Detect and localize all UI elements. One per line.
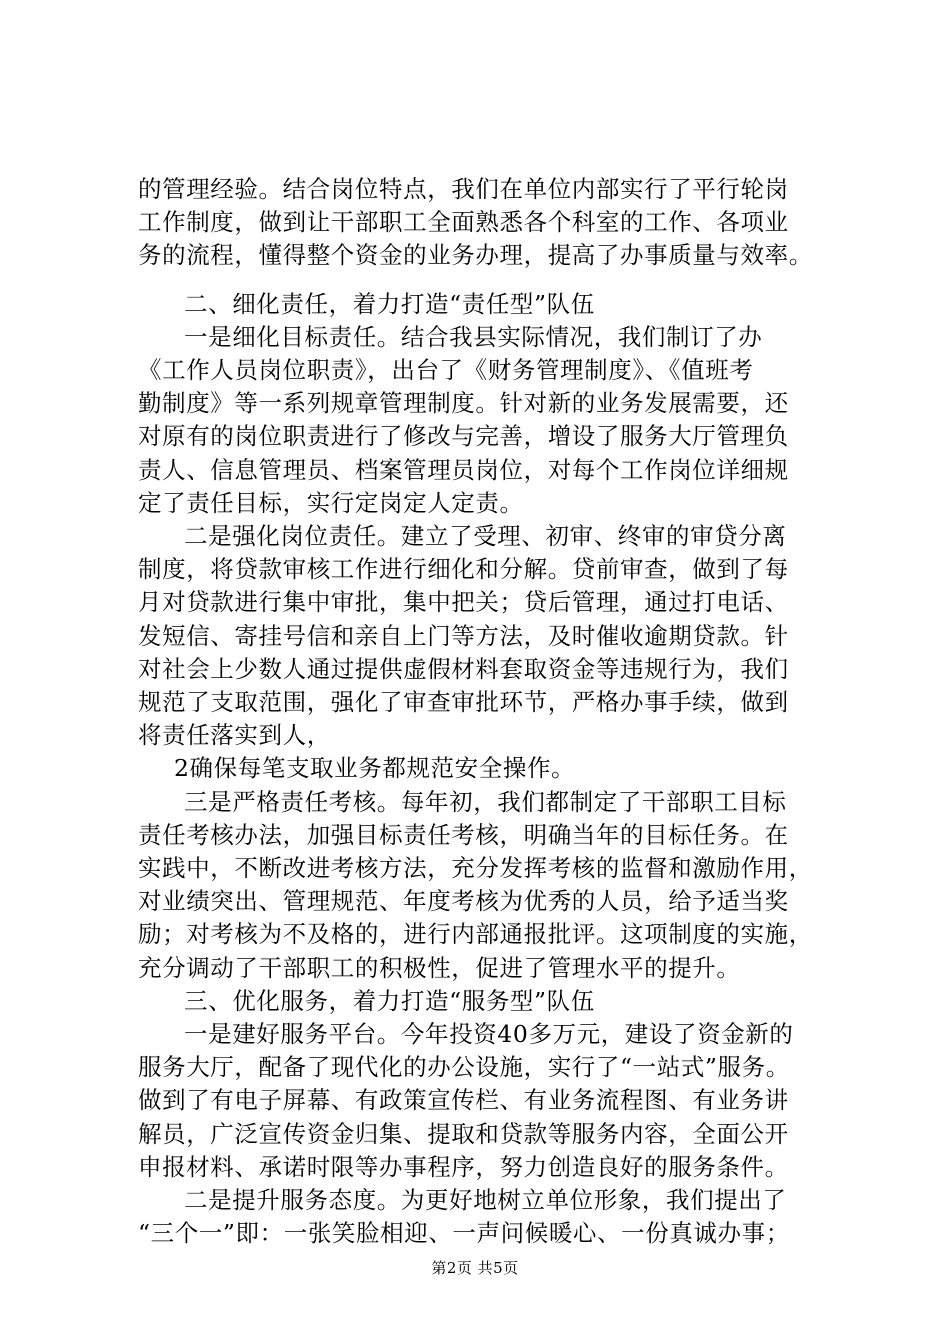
text-line: 发短信、寄挂号信和亲自上门等方法，及时催收逾期贷款。针: [138, 622, 789, 650]
text-line: 服务大厅，配备了现代化的办公设施，实行了“一站式”服务。: [138, 1053, 790, 1081]
text-line: 勤制度》等一系列规章管理制度。针对新的业务发展需要，还: [138, 389, 789, 417]
text-line: 解员，广泛宣传资金归集、提取和贷款等服务内容，全面公开: [138, 1120, 789, 1148]
text-line: 一是建好服务平台。今年投资40多万元，建设了资金新的: [184, 1020, 794, 1048]
text-line: 对社会上少数人通过提供虚假材料套取资金等违规行为，我们: [138, 655, 789, 683]
text-line: “三个一”即：一张笑脸相迎、一声问候暖心、一份真诚办事；: [138, 1219, 790, 1247]
text-line: 定了责任目标，实行定岗定人定责。: [138, 489, 524, 517]
section-heading: 三、优化服务，着力打造“服务型”队伍: [184, 987, 595, 1015]
text-line: 的管理经验。结合岗位特点，我们在单位内部实行了平行轮岗: [138, 175, 789, 203]
section-heading: 二、细化责任，着力打造“责任型”队伍: [184, 290, 595, 318]
text-line: 申报材料、承诺时限等办事程序，努力创造良好的服务条件。: [138, 1153, 789, 1181]
text-line: 充分调动了干部职工的积极性，促进了管理水平的提升。: [138, 954, 741, 982]
text-line: 制度，将贷款审核工作进行细化和分解。贷前审查，做到了每: [138, 555, 789, 583]
text-line: 将责任落实到人，: [138, 721, 331, 749]
text-line: 《工作人员岗位职责》，出台了《财务管理制度》、《值班考: [138, 356, 754, 384]
text-line: 对原有的岗位职责进行了修改与完善，增设了服务大厅管理负: [138, 422, 789, 450]
text-line: 工作制度，做到让干部职工全面熟悉各个科室的工作、各项业: [138, 208, 789, 236]
text-line: 责任考核办法，加强目标责任考核，明确当年的目标任务。在: [138, 821, 789, 849]
text-line: 2确保每笔支取业务都规范安全操作。: [174, 754, 576, 782]
text-line: 励；对考核为不及格的，进行内部通报批评。这项制度的实施，: [138, 920, 813, 948]
text-line: 做到了有电子屏幕、有政策宣传栏、有业务流程图、有业务讲: [138, 1086, 789, 1114]
page-number-footer: 第2页 共5页: [431, 1259, 519, 1277]
text-line: 三是严格责任考核。每年初，我们都制定了干部职工目标: [184, 788, 787, 816]
text-line: 一是细化目标责任。结合我县实际情况，我们制订了办: [184, 323, 763, 351]
text-line: 月对贷款进行集中审批，集中把关；贷后管理，通过打电话、: [138, 588, 789, 616]
text-line: 二是提升服务态度。为更好地树立单位形象，我们提出了: [184, 1186, 787, 1214]
text-line: 务的流程，懂得整个资金的业务办理，提高了办事质量与效率。: [138, 241, 813, 269]
text-line: 实践中，不断改进考核方法，充分发挥考核的监督和激励作用，: [138, 854, 813, 882]
text-line: 对业绩突出、管理规范、年度考核为优秀的人员，给予适当奖: [138, 887, 789, 915]
text-line: 规范了支取范围，强化了审查审批环节，严格办事手续，做到: [138, 688, 789, 716]
text-line: 责人、信息管理员、档案管理员岗位，对每个工作岗位详细规: [138, 456, 789, 484]
text-line: 二是强化岗位责任。建立了受理、初审、终审的审贷分离: [184, 522, 787, 550]
